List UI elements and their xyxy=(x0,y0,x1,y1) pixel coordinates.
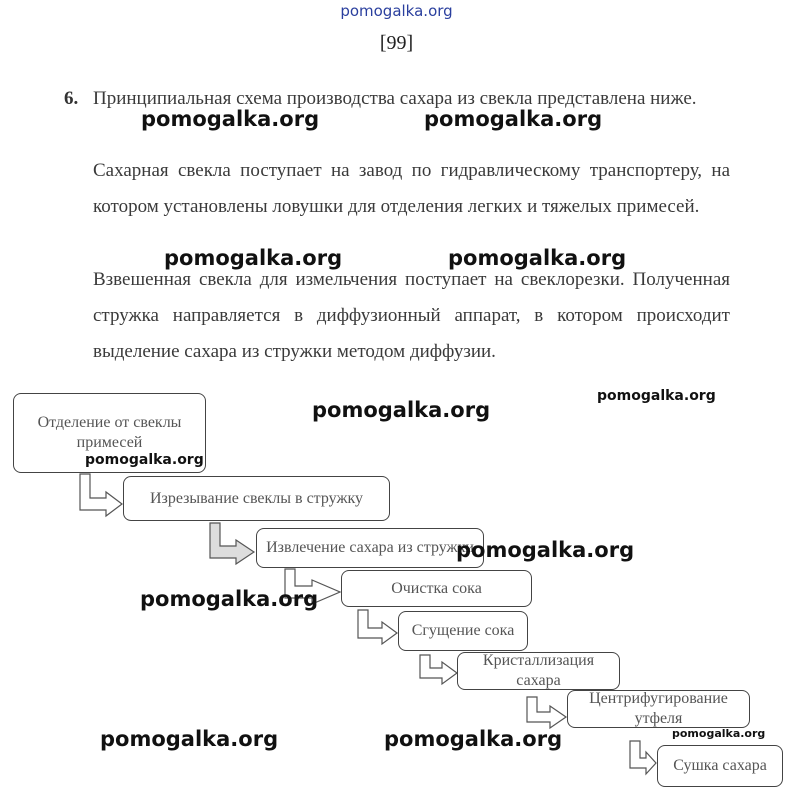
arrow-icon xyxy=(420,655,457,684)
arrow-icon xyxy=(80,474,122,516)
flow-step-centrifugation xyxy=(567,690,750,728)
watermark: pomogalka.org xyxy=(448,246,627,270)
arrow-icon xyxy=(358,610,397,644)
page-number: [99] xyxy=(379,32,414,54)
task-paragraph-1: Принципиальная схема производства сахара из свекла представлена ниже. xyxy=(93,88,697,109)
arrow-icon xyxy=(210,523,254,564)
watermark: pomogalka.org xyxy=(597,388,716,404)
watermark: pomogalka.org xyxy=(100,727,279,751)
watermark: pomogalka.org xyxy=(85,452,204,468)
flow-step-crystallization xyxy=(457,652,620,690)
flow-step-juice-cleaning xyxy=(341,570,532,607)
site-header-link[interactable]: pomogalka.org xyxy=(340,2,453,20)
flow-step-label: Очистка сока xyxy=(391,579,482,597)
flow-step-label: Сушка сахара xyxy=(673,757,767,774)
arrow-icon xyxy=(630,741,656,774)
watermark: pomogalka.org xyxy=(456,538,635,562)
flow-step-label: Сгущение сока xyxy=(411,622,515,639)
arrow-icon xyxy=(527,697,566,728)
task-paragraph-3: Взвешенная свекла для измельчения поступает на свеклорезки. Полученная стружка направляется в диффузионный аппарат, в котором происходит выделение сахара из стружки методом диффузии. xyxy=(93,269,730,362)
task-paragraph-2: Сахарная свекла поступает на завод по гидравлическому транспортеру, на котором установлены ловушки для отделения легких и тяжелых примесей. xyxy=(93,160,730,217)
task-number: 6. xyxy=(64,88,79,109)
flow-step-label: Центрифугирование утфеля xyxy=(589,690,728,727)
watermark: pomogalka.org xyxy=(312,398,491,422)
flow-step-label: Отделение от свеклы примесей xyxy=(37,414,182,451)
watermark: pomogalka.org xyxy=(672,727,766,740)
watermark: pomogalka.org xyxy=(140,587,319,611)
flow-step-extraction xyxy=(256,528,484,568)
watermark: pomogalka.org xyxy=(424,107,603,131)
watermark: pomogalka.org xyxy=(384,727,563,751)
flow-step-thickening xyxy=(398,611,528,651)
flow-step-drying xyxy=(657,745,783,787)
watermark: pomogalka.org xyxy=(141,107,320,131)
flow-step-cutting xyxy=(123,476,390,521)
flow-step-label: Извлечение сахара из стружки xyxy=(266,539,474,556)
watermark: pomogalka.org xyxy=(164,246,343,270)
flow-step-label: Кристаллизация сахара xyxy=(482,652,595,689)
flow-step-label: Изрезывание свеклы в стружку xyxy=(149,489,364,507)
